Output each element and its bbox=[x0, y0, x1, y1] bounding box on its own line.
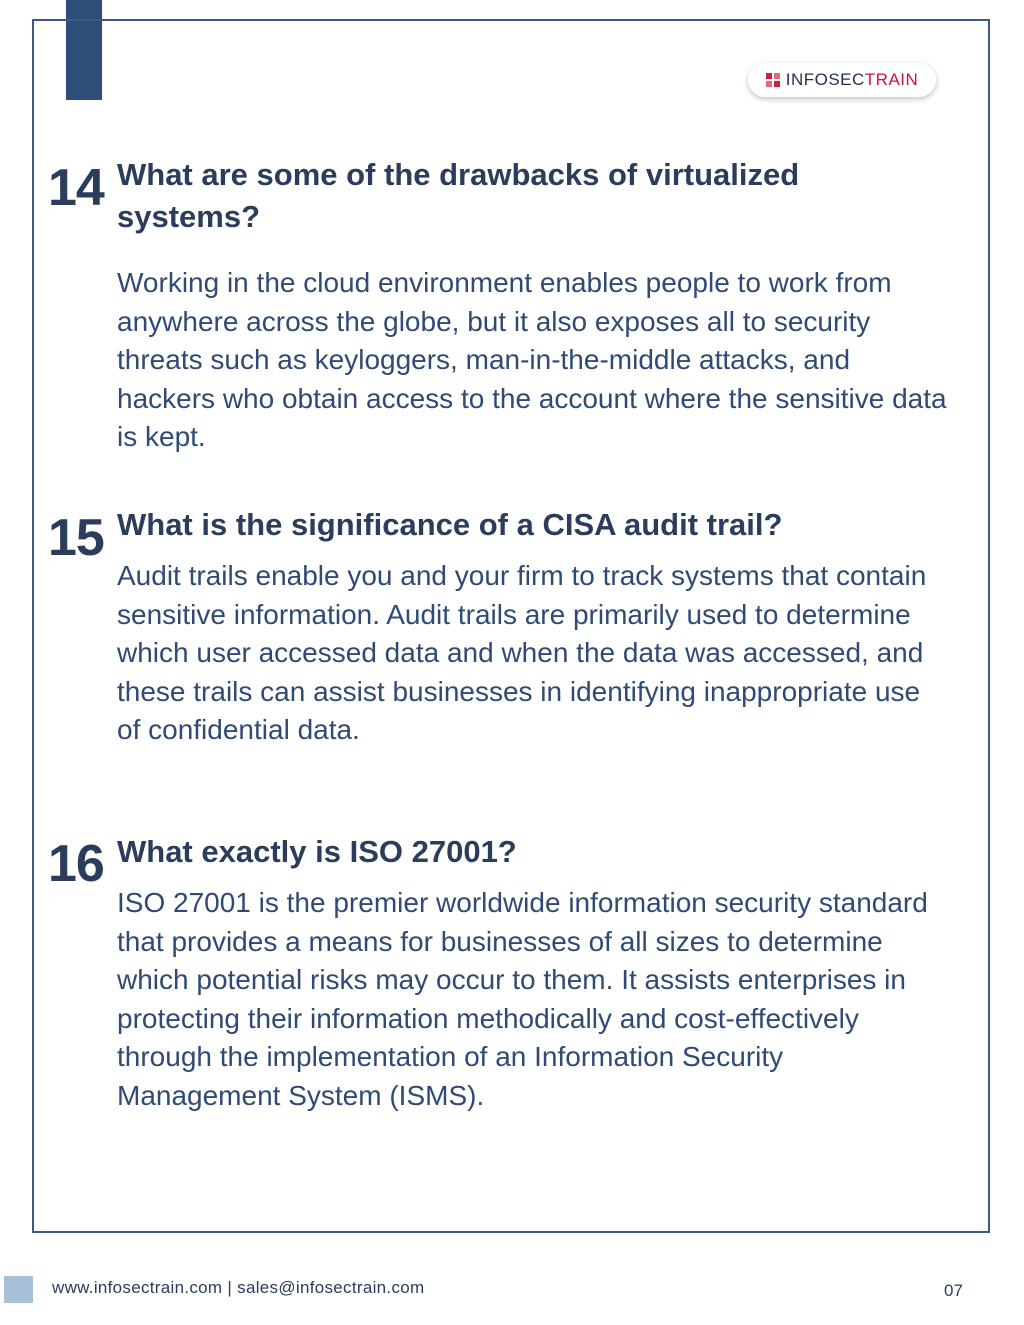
logo-icon bbox=[766, 73, 780, 87]
page-number: 07 bbox=[944, 1281, 963, 1300]
question-title: What are some of the drawbacks of virtualized systems? bbox=[117, 157, 800, 234]
question-number: 16 bbox=[48, 835, 104, 893]
answer-text: Working in the cloud environment enables people to work from anywhere across the globe, but it also exposes all to security threats such as keyloggers, man-in-the-middle attacks, and hackers who obtain access to the account where the sensitive data is kept. bbox=[117, 267, 947, 452]
question-number: 15 bbox=[48, 509, 104, 567]
question-title: What is the significance of a CISA audit trail? bbox=[117, 507, 783, 542]
answer-text: ISO 27001 is the premier worldwide information security standard that provides a means for businesses of all sizes to determine which potential risks may occur to them. It assists enterprises in protecting their information methodically and cost-effectively through the implementation of an Information Security Management System (ISMS). bbox=[117, 887, 928, 1111]
footer-contact[interactable]: www.infosectrain.com | sales@infosectrain.com bbox=[52, 1278, 425, 1297]
footer-accent-square bbox=[4, 1276, 33, 1303]
logo-text-train: TRAIN bbox=[864, 70, 919, 89]
answer-text: Audit trails enable you and your firm to track systems that contain sensitive information. Audit trails are primarily used to determine which user accessed data and when the data was accessed, and these trails can assist businesses in identifying inappropriate use of confidential data. bbox=[117, 560, 927, 745]
question-number: 14 bbox=[48, 159, 104, 217]
brand-logo bbox=[748, 63, 936, 97]
question-title: What exactly is ISO 27001? bbox=[117, 834, 517, 869]
logo-text-infosec: INFOSEC bbox=[785, 70, 865, 89]
